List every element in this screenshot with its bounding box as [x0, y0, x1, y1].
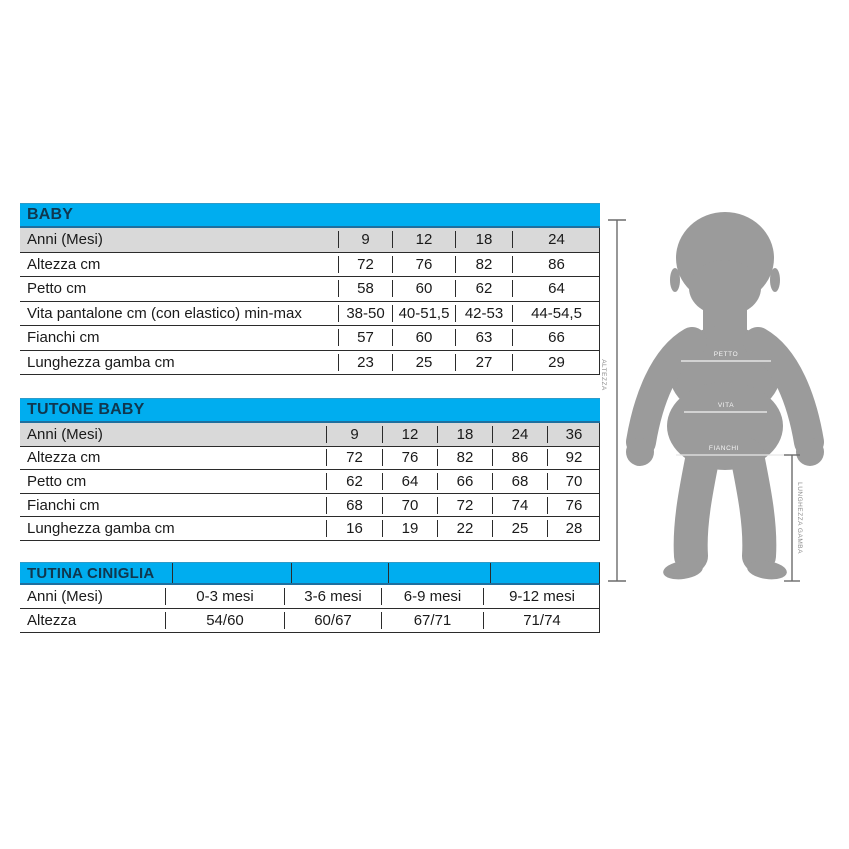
row-label: Fianchi cm	[27, 329, 100, 347]
header-cell: 12	[392, 231, 455, 248]
value-cell: 82	[455, 256, 512, 273]
header-cell: 0-3 mesi	[165, 588, 284, 605]
row-label: Altezza cm	[27, 255, 101, 273]
table-header-row	[20, 228, 600, 253]
value-cell: 22	[437, 520, 492, 537]
header-cell: 9	[326, 426, 382, 443]
table-row	[20, 302, 600, 327]
value-cell: 76	[382, 449, 437, 466]
value-cell: 76	[547, 497, 600, 514]
table-title: TUTINA CINIGLIA	[27, 564, 155, 582]
header-spacer-cell	[172, 563, 291, 583]
value-cell: 44-54,5	[512, 305, 600, 322]
table-tutina-ciniglia	[20, 562, 600, 633]
value-cell: 62	[326, 473, 382, 490]
row-label: Altezza	[27, 612, 77, 629]
value-cell: 72	[437, 497, 492, 514]
table-tutina-title-bar	[20, 562, 600, 585]
table-baby-title-bar	[20, 203, 600, 228]
table-baby	[20, 203, 600, 375]
row-label: Fianchi cm	[27, 496, 100, 514]
value-cell: 60	[392, 280, 455, 297]
row-label: Lunghezza gamba cm	[27, 520, 175, 538]
row-label: Petto cm	[27, 472, 87, 490]
header-cell: 6-9 mesi	[381, 588, 483, 605]
header-cell: 9	[338, 231, 392, 248]
table-header-row	[20, 423, 600, 447]
value-cell: 92	[547, 449, 600, 466]
table-row	[20, 277, 600, 302]
value-cell: 54/60	[165, 612, 284, 629]
table-row	[20, 253, 600, 278]
value-cell: 40-51,5	[392, 305, 455, 322]
value-cell: 60	[392, 329, 455, 346]
table-title: TUTONE BABY	[27, 401, 145, 418]
value-cell: 72	[326, 449, 382, 466]
value-cell: 62	[455, 280, 512, 297]
value-cell: 66	[437, 473, 492, 490]
table-row	[20, 609, 600, 633]
header-cell: 24	[492, 426, 547, 443]
value-cell: 60/67	[284, 612, 381, 629]
value-cell: 57	[338, 329, 392, 346]
value-cell: 25	[492, 520, 547, 537]
value-cell: 67/71	[381, 612, 483, 629]
value-cell: 64	[512, 280, 600, 297]
value-cell: 58	[338, 280, 392, 297]
header-spacer-cell	[388, 563, 490, 583]
header-spacer-cell	[291, 563, 388, 583]
table-title: BABY	[27, 206, 74, 223]
baby-measurement-figure	[590, 195, 840, 605]
table-row	[20, 351, 600, 376]
fianchi-label: FIANCHI	[708, 445, 740, 452]
value-cell: 86	[492, 449, 547, 466]
header-cell: 18	[437, 426, 492, 443]
value-cell: 70	[382, 497, 437, 514]
value-cell: 16	[326, 520, 382, 537]
value-cell: 64	[382, 473, 437, 490]
vita-label: VITA	[717, 402, 735, 409]
row-label: Anni (Mesi)	[27, 231, 103, 249]
table-row	[20, 494, 600, 518]
table-row	[20, 517, 600, 541]
row-label: Lunghezza gamba cm	[27, 353, 175, 371]
value-cell: 19	[382, 520, 437, 537]
value-cell: 25	[392, 354, 455, 371]
petto-label: PETTO	[713, 351, 739, 358]
value-cell: 23	[338, 354, 392, 371]
value-cell: 28	[547, 520, 600, 537]
table-tutone-baby	[20, 398, 600, 541]
value-cell: 70	[547, 473, 600, 490]
value-cell: 68	[326, 497, 382, 514]
table-row	[20, 326, 600, 351]
value-cell: 76	[392, 256, 455, 273]
row-label: Anni (Mesi)	[27, 588, 103, 605]
header-cell: 9-12 mesi	[483, 588, 600, 605]
header-cell: 3-6 mesi	[284, 588, 381, 605]
header-cell: 18	[455, 231, 512, 248]
row-label: Altezza cm	[27, 449, 101, 467]
row-label: Anni (Mesi)	[27, 425, 103, 443]
value-cell: 42-53	[455, 305, 512, 322]
baby-hand-right	[796, 438, 824, 466]
table-header-row	[20, 585, 600, 609]
baby-hand-left	[626, 438, 654, 466]
table-tutone-title-bar	[20, 398, 600, 423]
row-label: Petto cm	[27, 280, 87, 298]
value-cell: 82	[437, 449, 492, 466]
altezza-label: ALTEZZA	[600, 359, 607, 391]
header-cell: 24	[512, 231, 600, 248]
value-cell: 74	[492, 497, 547, 514]
value-cell: 68	[492, 473, 547, 490]
lunghezza-gamba-label: LUNGHEZZA GAMBA	[796, 482, 803, 554]
value-cell: 71/74	[483, 612, 600, 629]
baby-silhouette	[626, 212, 824, 582]
value-cell: 86	[512, 256, 600, 273]
baby-ear-right	[770, 268, 780, 292]
value-cell: 38-50	[338, 305, 392, 322]
header-cell: 12	[382, 426, 437, 443]
value-cell: 66	[512, 329, 600, 346]
row-label: Vita pantalone cm (con elastico) min-max	[27, 304, 302, 322]
table-row	[20, 447, 600, 471]
value-cell: 63	[455, 329, 512, 346]
value-cell: 29	[512, 354, 600, 371]
table-row	[20, 470, 600, 494]
baby-ear-left	[670, 268, 680, 292]
value-cell: 72	[338, 256, 392, 273]
value-cell: 27	[455, 354, 512, 371]
header-cell: 36	[547, 426, 600, 443]
